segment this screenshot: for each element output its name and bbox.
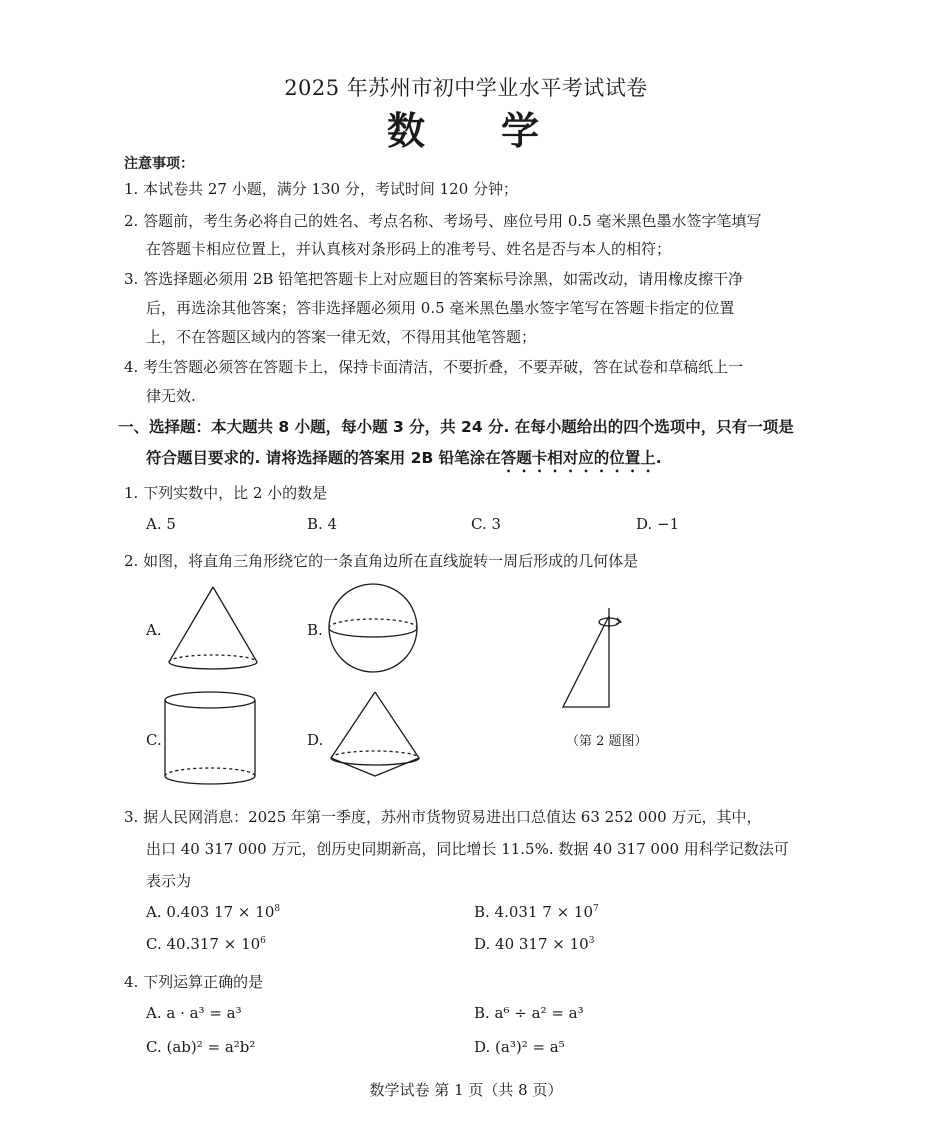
right-triangle-figure — [563, 608, 621, 707]
notice-line: 3. 答选择题必须用 2B 铅笔把答题卡上对应题目的答案标号涂黑，如需改动，请用橡皮擦干净 — [124, 270, 744, 288]
q2-label-b: B. — [307, 621, 323, 639]
page-footer: 数学试卷 第 1 页（共 8 页） — [369, 1081, 563, 1099]
q4-option-b: B. a⁶ ÷ a² = a³ — [474, 1004, 584, 1022]
notice-line: 上，不在答题区域内的答案一律无效，不得用其他笔答题； — [146, 328, 537, 346]
q3-line3: 表示为 — [146, 872, 192, 890]
q3-option-b: B. 4.031 $7 \times 10^7$ — [474, 903, 599, 921]
notice-line: 律无效. — [146, 387, 196, 405]
q2-label-c: C. — [146, 731, 162, 749]
q3-line2: 出口 40 317 000 万元，创历史同期新高，同比增长 11.5%. 数据 40 317 000 用科学记数法可 — [146, 840, 789, 858]
q1-option-a: A. 5 — [146, 515, 176, 533]
q3-option-d: D. 40 $317 \times 10^3$ — [474, 935, 595, 953]
notice-line: 2. 答题前，考生务必将自己的姓名、考点名称、考场号、座位号用 0.5 毫米黑色墨水签字笔填写 — [124, 212, 762, 230]
exam-title: 2025 年苏州市初中学业水平考试试卷 — [284, 76, 648, 100]
q4-stem: 4. 下列运算正确的是 — [124, 973, 264, 991]
notice-line: 后，再选涂其他答案；答非选择题必须用 0.5 毫米黑色墨水签字笔写在答题卡指定的位置 — [146, 299, 735, 317]
q1-stem: 1. 下列实数中，比 2 小的数是 — [124, 484, 328, 502]
q2-label-a: A. — [146, 621, 162, 639]
q1-option-d: D. −1 — [636, 515, 680, 533]
cone-figure — [169, 587, 257, 669]
notice-line: 1. 本试卷共 27 小题，满分 130 分，考试时间 120 分钟； — [124, 180, 519, 198]
subject-title: 数 学 — [386, 109, 546, 153]
q1-option-b: B. 4 — [307, 515, 338, 533]
q2-stem: 2. 如图，将直角三角形绕它的一条直角边所在直线旋转一周后形成的几何体是 — [124, 552, 639, 570]
section1-heading: 一、选择题：本大题共 8 小题，每小题 3 分，共 24 分. 在每小题给出的四个选项中，只有一项是 — [118, 418, 794, 436]
section1-instruction: 符合题目要求的. 请将选择题的答案用 2B 铅笔涂在答题卡相对应的位置上. — [146, 449, 662, 467]
double-cone-figure — [331, 692, 419, 776]
q3-option-a: A. 0.403 $17 \times 10^8$ — [146, 903, 281, 921]
q2-label-d: D. — [307, 731, 324, 749]
notice-heading: 注意事项： — [124, 156, 194, 172]
q3-option-c: C. $40.317 \times 10^6$ — [146, 935, 266, 953]
notice-line: 4. 考生答题必须答在答题卡上，保持卡面清洁，不要折叠，不要弄破，答在试卷和草稿纸上一 — [124, 358, 744, 376]
notice-line: 在答题卡相应位置上，并认真核对条形码上的准考号、姓名是否与本人的相符； — [146, 240, 672, 258]
q3-line1: 3. 据人民网消息：2025 年第一季度，苏州市货物贸易进出口总值达 63 252 000 万元，其中， — [124, 808, 762, 826]
sphere-figure — [329, 584, 417, 672]
q4-option-c: C. (ab)² = a²b² — [146, 1038, 256, 1056]
q4-option-d: D. (a³)² = a⁵ — [474, 1038, 565, 1056]
cylinder-figure — [165, 692, 255, 784]
q1-option-c: C. 3 — [471, 515, 502, 533]
q2-figure-caption: （第 2 题图） — [566, 734, 648, 749]
q4-option-a: A. a · a³ = a³ — [146, 1004, 242, 1022]
